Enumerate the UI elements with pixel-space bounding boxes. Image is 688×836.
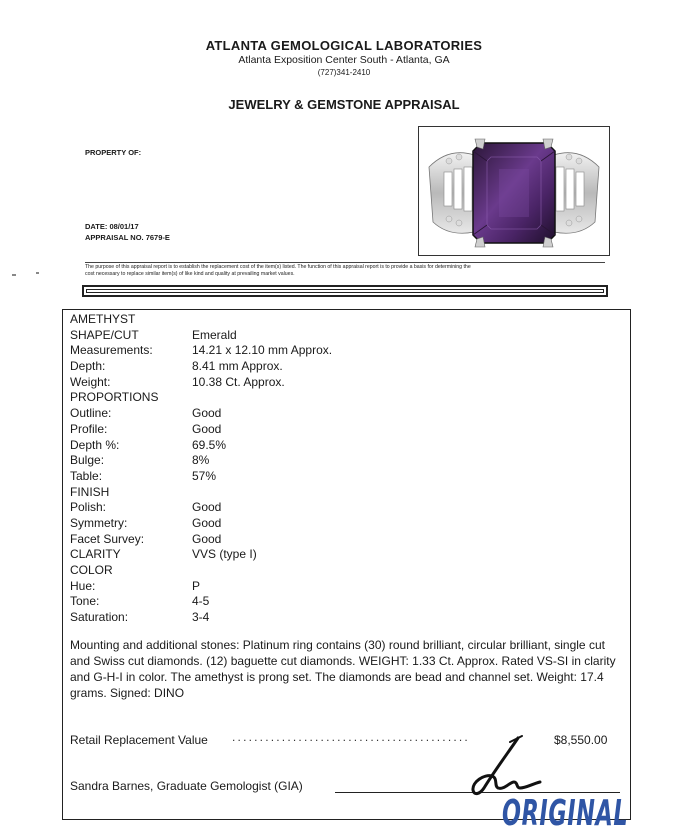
detail-value: Emerald	[192, 327, 237, 342]
detail-value: Good	[192, 500, 222, 515]
detail-value: Good	[192, 421, 222, 436]
detail-value: 3-4	[192, 610, 210, 625]
lab-name: ATLANTA GEMOLOGICAL LABORATORIES	[205, 38, 483, 53]
detail-label: COLOR	[70, 563, 113, 577]
detail-value: 69.5%	[192, 437, 227, 452]
scan-speck	[36, 272, 39, 274]
detail-label: Weight:	[70, 374, 111, 389]
detail-label: Hue:	[70, 578, 96, 593]
date-label: DATE: 08/01/17	[85, 222, 139, 231]
detail-label: Depth %:	[70, 437, 120, 452]
divider-bar	[82, 285, 608, 297]
detail-label: Profile:	[70, 421, 108, 436]
detail-value: P	[192, 578, 201, 593]
document-title: JEWELRY & GEMSTONE APPRAISAL	[228, 97, 460, 112]
mounting-notes: Mounting and additional stones: Platinum ring contains (30) round brilliant, circular brilliant, single cut and Swiss cut diamonds. (12) baguette cut diamonds. WEIGHT: 1.33 Ct. Approx. Rated VS-SI in clarity and G-H-I in color. The amethyst is prong set. The diamonds are bead and channel set. Weight: 17.4 grams. Signed: DINO	[70, 638, 616, 700]
detail-label: SHAPE/CUT	[70, 327, 139, 342]
lab-phone: (727)341-2410	[317, 68, 371, 77]
detail-label: Tone:	[70, 594, 100, 609]
detail-label: Facet Survey:	[70, 531, 145, 546]
detail-label: Depth:	[70, 359, 106, 374]
detail-label: Bulge:	[70, 453, 105, 468]
detail-value: VVS (type I)	[192, 547, 257, 562]
detail-value: 8%	[192, 453, 210, 468]
original-stamp: ORIGINAL	[502, 793, 629, 834]
purpose-statement	[85, 262, 605, 278]
signature-label: Sandra Barnes, Graduate Gemologist (GIA)	[70, 779, 303, 793]
detail-value: 4-5	[192, 594, 210, 609]
ring-photo-icon	[419, 127, 609, 255]
detail-label: PROPORTIONS	[70, 390, 159, 405]
detail-value: 8.41 mm Approx.	[192, 359, 283, 374]
detail-label: Table:	[70, 468, 103, 483]
detail-value: 57%	[192, 468, 217, 483]
ring-photo	[418, 126, 610, 256]
detail-value: Good	[192, 515, 222, 530]
detail-label: Outline:	[70, 406, 112, 421]
retail-value: $8,550.00	[554, 733, 608, 747]
detail-label: Symmetry:	[70, 515, 128, 530]
detail-label: AMETHYST	[70, 312, 136, 326]
detail-label: Polish:	[70, 500, 107, 515]
detail-label: Saturation:	[70, 610, 129, 625]
detail-value: Good	[192, 406, 222, 421]
lab-address: Atlanta Exposition Center South - Atlanta, GA	[238, 54, 450, 66]
scan-speck	[12, 274, 16, 276]
detail-label: FINISH	[70, 484, 110, 499]
purpose-line-2: cost necessary to replace similar item(s) of like kind and quality at prevailing market values.	[85, 271, 295, 277]
property-label: PROPERTY OF:	[85, 148, 142, 157]
retail-label: Retail Replacement Value	[70, 733, 208, 747]
appraisal-number: APPRAISAL NO. 7679-E	[85, 233, 170, 242]
detail-value: 10.38 Ct. Approx.	[192, 374, 285, 389]
detail-value: 14.21 x 12.10 mm Approx.	[192, 343, 333, 358]
detail-label: CLARITY	[70, 547, 121, 562]
purpose-line-1: The purpose of this appraisal report is to establish the replacement cost of the item(s) listed. The function of this appraisal report is to provide a basis for determining the	[85, 264, 471, 270]
retail-leader-dots: ...........................................	[232, 730, 470, 744]
detail-label: Measurements:	[70, 343, 153, 358]
detail-value: Good	[192, 531, 222, 546]
